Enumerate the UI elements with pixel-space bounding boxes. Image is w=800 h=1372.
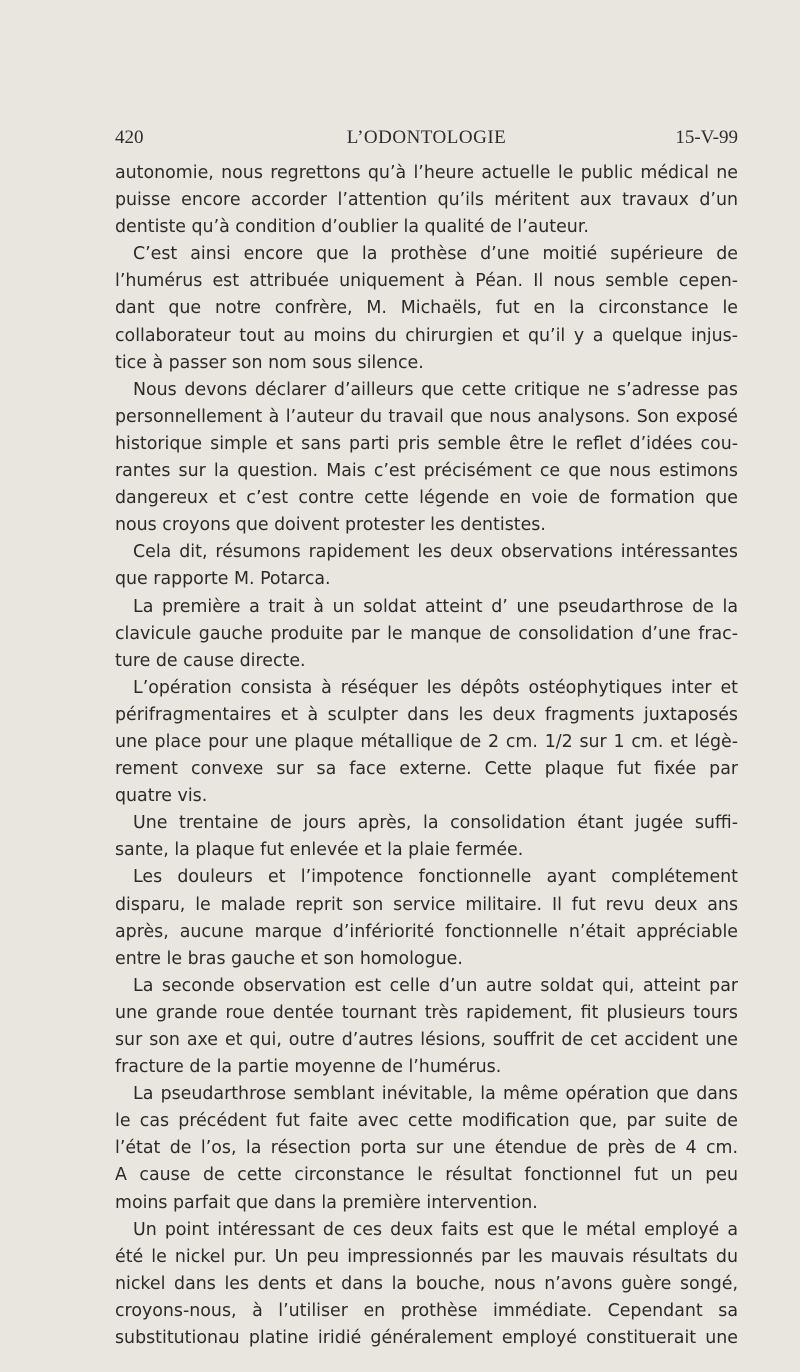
text-line: rantes sur la question. Mais c’est précisément ce que nous estimons [115,461,738,482]
text-line: A cause de cette circonstance le résultat fonctionnel fut un peu [115,1165,738,1186]
text-line: Cela dit, résumons rapidement les deux observations intéressantes [133,542,738,563]
running-header [115,127,738,153]
text-line: dant que notre confrère, M. Michaëls, fut en la circonstance le [115,298,738,319]
text-line: La pseudarthrose semblant inévitable, la même opération que dans [133,1084,738,1105]
text-line: autonomie, nous regrettons qu’à l’heure actuelle le public médical ne [115,163,738,183]
text-line: sur son axe et qui, outre d’autres lésions, souffrit de cet accident une [115,1030,738,1050]
page-number: 420 [115,127,144,148]
text-line: clavicule gauche produite par le manque de consolidation d’une frac- [115,623,738,644]
text-line: personnellement à l’auteur du travail que nous analysons. Son exposé [115,406,738,427]
text-line: La seconde observation est celle d’un autre soldat qui, atteint par [133,975,738,996]
text-line: croyons-nous, à l’utiliser en prothèse immédiate. Cependant sa [115,1300,738,1321]
text-line: disparu, le malade reprit son service militaire. Il fut revu deux ans [115,894,738,915]
journal-title: L’ODONTOLOGIE [346,127,507,148]
text-line: une place pour une plaque métallique de 2 cm. 1/2 sur 1 cm. et légè- [115,731,738,752]
text-line: quatre vis. [115,786,208,807]
text-line: une grande roue dentée tournant très rapidement, fit plusieurs tours [115,1002,738,1023]
text-line: dangereux et c’est contre cette légende en voie de formation que [115,488,738,509]
text-line: ture de cause directe. [115,650,306,671]
article-body [115,160,738,1352]
text-line: moins parfait que dans la première intervention. [115,1192,538,1213]
text-line: l’humérus est attribuée uniquement à Péan. Il nous semble cepen- [115,271,738,292]
text-line: le cas précédent fut faite avec cette modification que, par suite de [115,1111,738,1132]
text-line: périfragmentaires et à sculpter dans les deux fragments juxtaposés [115,704,738,725]
text-line: Nous devons déclarer d’ailleurs que cette critique ne s’adresse pas [133,379,738,400]
text-line: Les douleurs et l’impotence fonctionnelle ayant complétement [133,867,738,888]
text-line: nous croyons que doivent protester les dentistes. [115,515,546,536]
text-line: La première a trait à un soldat atteint d’ une pseudarthrose de la [133,596,738,617]
text-line: tice à passer son nom sous silence. [115,352,424,373]
text-line: fracture de la partie moyenne de l’humérus. [115,1057,502,1078]
issue-date: 15-V-99 [675,127,738,148]
text-line: rement convexe sur sa face externe. Cette plaque fut fixée par [115,759,738,780]
text-line: été le nickel pur. Un peu impressionnés par les mauvais résultats du [115,1246,738,1267]
text-line: L’opération consista à réséquer les dépôts ostéophytiques inter et [133,677,738,698]
text-line: sante, la plaque fut enlevée et la plaie fermée. [115,840,524,861]
text-line: nickel dans les dents et dans la bouche, nous n’avons guère songé, [115,1273,738,1294]
text-line: Une trentaine de jours après, la consolidation étant jugée suffi- [133,813,738,834]
text-line: historique simple et sans parti pris semble être le reflet d’idées cou- [115,433,738,454]
text-line: que rapporte M. Potarca. [115,569,331,590]
text-line: Un point intéressant de ces deux faits est que le métal employé a [133,1219,738,1240]
text-line: l’état de l’os, la résection porta sur une étendue de près de 4 cm. [115,1138,738,1159]
text-line: puisse encore accorder l’attention qu’ils méritent aux travaux d’un [115,190,738,211]
text-line: dentiste qu’à condition d’oublier la qualité de l’auteur. [115,217,589,238]
text-line: entre le bras gauche et son homologue. [115,948,463,969]
text-line: après, aucune marque d’infériorité fonctionnelle n’était appréciable [115,921,738,942]
text-line: C’est ainsi encore que la prothèse d’une moitié supérieure de [133,244,738,265]
text-line: collaborateur tout au moins du chirurgien et qu’il y a quelque injus- [115,325,738,346]
text-line: substitutionau platine iridié généralement employé constituerait une [115,1328,738,1349]
